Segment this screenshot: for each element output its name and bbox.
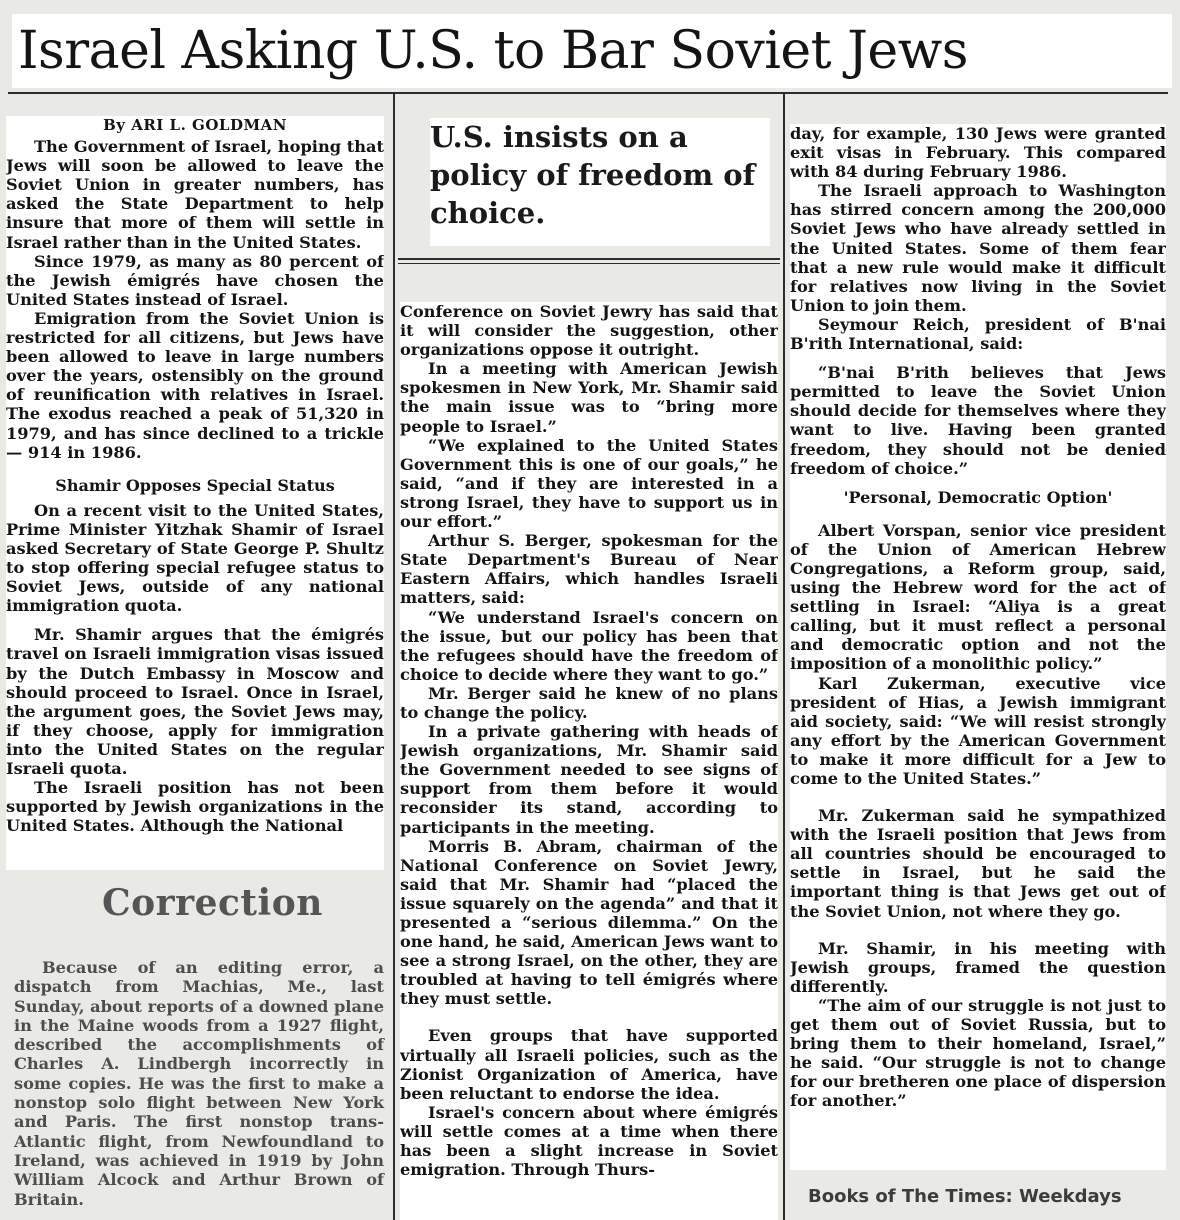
books-of-the-times-label: Books of The Times: Weekdays <box>808 1186 1122 1207</box>
paragraph: day, for example, 130 Jews were granted exit visas in February. This compared with 84 during February 1986. <box>790 124 1166 182</box>
paragraph: “We explained to the United States Government this is one of our goals,” he said, “and if they are interested in a strong Israel, they have to support us in our effort.” <box>400 435 778 532</box>
paragraph: Even groups that have supported virtually all Israeli policies, such as the Zionist Organization of America, have been reluctant to endorse the idea. <box>400 1026 778 1103</box>
paragraph: Arthur S. Berger, spokesman for the State Department's Bureau of Near Eastern Affairs, which handles Israeli matters, said: <box>400 531 778 608</box>
pull-quote-rule-2 <box>398 263 780 264</box>
subhead-shamir: Shamir Opposes Special Status <box>55 475 335 495</box>
paragraph: Mr. Berger said he knew of no plans to change the policy. <box>400 683 778 722</box>
headline-rule <box>8 92 1168 94</box>
pull-quote-rule <box>398 258 780 260</box>
paragraph: “B'nai B'rith believes that Jews permitted to leave the Soviet Union should decide for themselves where they want to live. Having been granted freedom, they should not be denied freedom of choice.” <box>790 363 1166 478</box>
correction-title: Correction <box>102 882 323 924</box>
paragraph: Conference on Soviet Jewry has said that it will consider the suggestion, other organizations oppose it outright. <box>400 302 778 360</box>
paragraph: Since 1979, as many as 80 percent of the Jewish émigrés have chosen the United States instead of Israel. <box>6 251 384 309</box>
article-column-2 <box>400 302 778 1220</box>
article-column-3 <box>790 124 1166 1170</box>
paragraph: The Israeli approach to Washington has stirred concern among the 200,000 Soviet Jews who have already settled in the United States. Some of them fear that a new rule would make it difficult for relatives now living in the Soviet Union to join them. <box>790 181 1166 315</box>
pull-quote: U.S. insists on a policy of freedom of choice. <box>430 118 770 246</box>
column-divider-left <box>393 94 395 1220</box>
paragraph: Mr. Shamir, in his meeting with Jewish groups, framed the question differently. <box>790 938 1166 996</box>
paragraph: Emigration from the Soviet Union is restricted for all citizens, but Jews have been allowed to leave in large numbers over the years, ostensibly on the ground of reunification with relatives in Israel. The exodus reached a peak of 51,320 in 1979, and has since declined to a trickle — 914 in 1986. <box>6 308 384 462</box>
paragraph: “We understand Israel's concern on the issue, but our policy has been that the refugees should have the freedom of choice to decide where they want to go.” <box>400 607 778 684</box>
subhead-personal-democratic: 'Personal, Democratic Option' <box>843 487 1113 507</box>
paragraph: The Government of Israel, hoping that Jews will soon be allowed to leave the Soviet Union in greater numbers, has asked the State Department to help insure that more of them will settle in Israel rather than in the United States. <box>6 137 384 252</box>
correction-text: Because of an editing error, a dispatch from Machias, Me., last Sunday, about reports of a downed plane in the Maine woods from a 1927 flight, described the accomplishments of Charles A. Lindbergh incorrectly in some copies. He was the first to make a nonstop solo flight between New York and Paris. The first nonstop trans-Atlantic flight, from Newfoundland to Ireland, was achieved in 1919 by John William Alcock and Arthur Brown of Britain. <box>14 958 384 1209</box>
correction-body <box>14 958 384 1209</box>
paragraph: Mr. Zukerman said he sympathized with the Israeli position that Jews from all countries should be encouraged to settle in Israel, but he said the important thing is that Jews get out of the Soviet Union, not where they go. <box>790 806 1166 921</box>
paragraph: In a private gathering with heads of Jewish organizations, Mr. Shamir said the Government needed to see signs of support from them before it would reconsider its stand, according to participants in the meeting. <box>400 722 778 837</box>
paragraph: Karl Zukerman, executive vice president of Hias, a Jewish immigrant aid society, said: “We will resist strongly any effort by the American Government to make it more difficult for a Jew to come to the United States.” <box>790 673 1166 788</box>
headline: Israel Asking U.S. to Bar Soviet Jews <box>12 14 1172 88</box>
paragraph: “The aim of our struggle is not just to get them out of Soviet Russia, but to bring them to their homeland, Israel,” he said. “Our struggle is not to change for our bretheren one place of dispersion for another.” <box>790 995 1166 1111</box>
byline: By ARI L. GOLDMAN <box>103 116 287 134</box>
paragraph: Albert Vorspan, senior vice president of the Union of American Hebrew Congregations, a Reform group, said, using the Hebrew word for the act of settling in Israel: “Aliya is a great calling, but it must reflect a personal and democratic option and not the imposition of a monolithic policy.” <box>790 520 1166 674</box>
paragraph: The Israeli position has not been supported by Jewish organizations in the United States. Although the National <box>6 778 384 836</box>
paragraph: Seymour Reich, president of B'nai B'rith International, said: <box>790 314 1166 354</box>
article-column-1 <box>6 116 384 870</box>
paragraph: In a meeting with American Jewish spokesmen in New York, Mr. Shamir said the main issue was to “bring more people to Israel.” <box>400 359 778 436</box>
column-divider-right <box>783 94 785 1220</box>
paragraph: Israel's concern about where émigrés will settle comes at a time when there has been a slight increase in Soviet emigration. Through Thurs- <box>400 1102 778 1180</box>
paragraph: Morris B. Abram, chairman of the National Conference on Soviet Jewry, said that Mr. Shamir had “placed the issue squarely on the agenda” and that it presented a “serious dilemma.” On the one hand, he said, American Jews want to see a strong Israel, on the other, they are troubled at having to tell émigrés where they must settle. <box>400 836 778 1009</box>
paragraph: Mr. Shamir argues that the émigrés travel on Israeli immigration visas issued by the Dutch Embassy in Moscow and should proceed to Israel. Once in Israel, the argument goes, the Soviet Jews may, if they choose, apply for immigration into the United States on the regular Israeli quota. <box>6 625 384 778</box>
paragraph: On a recent visit to the United States, Prime Minister Yitzhak Shamir of Israel asked Secretary of State George P. Shultz to stop offering special refugee status to Soviet Jews, outside of any national immigration quota. <box>6 500 384 616</box>
